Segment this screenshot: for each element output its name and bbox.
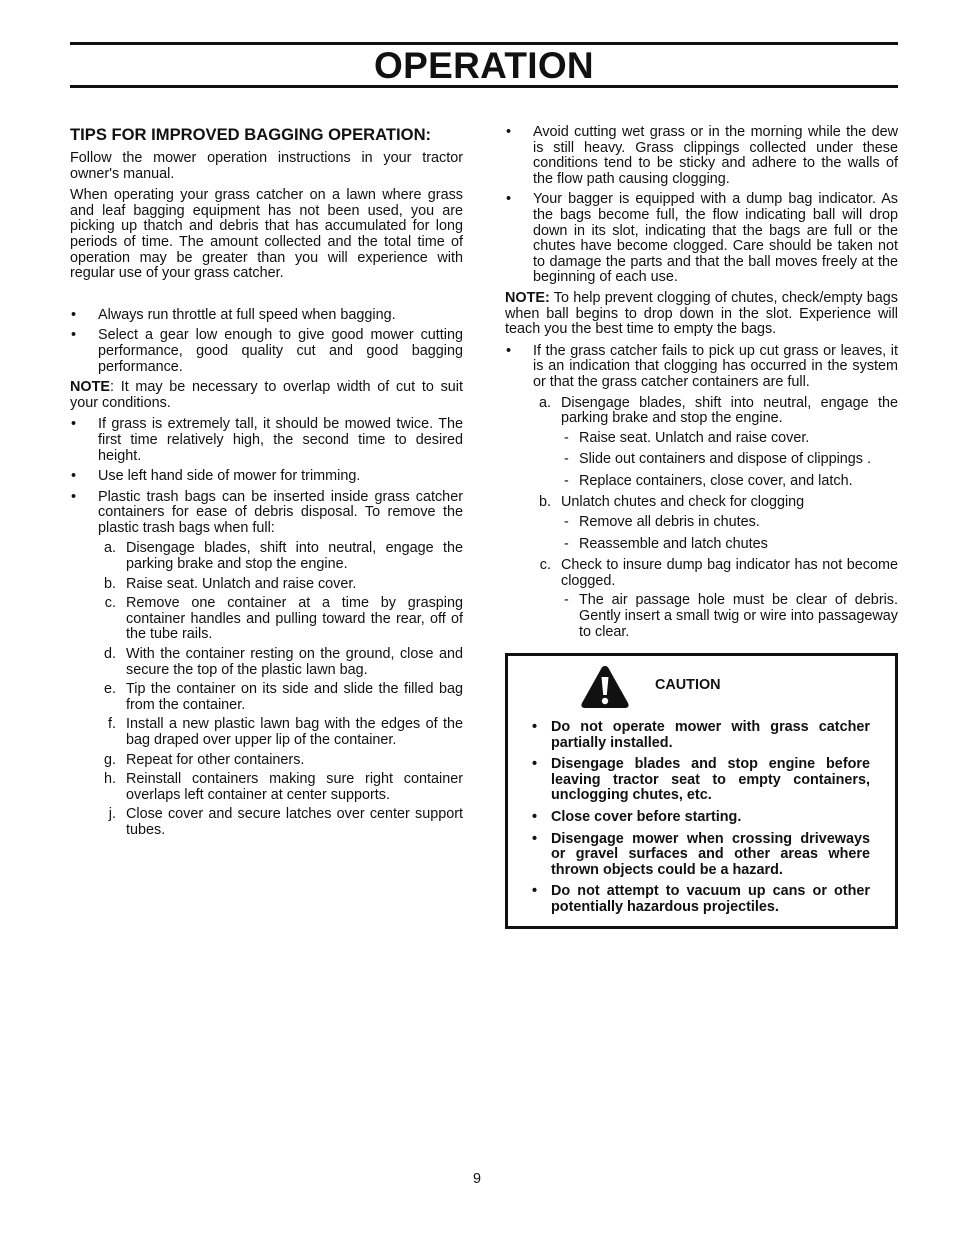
bullet-text: Avoid cutting wet grass or in the morning while the dew is still heavy. Grass clippings collected under these conditions tend to be sticky and adhere to the walls of the flow path causing clogging. (533, 124, 898, 187)
step-letter: b. (103, 575, 116, 592)
dash-text: Slide out containers and dispose of clippings . (579, 451, 871, 468)
bullet-mark: • (532, 830, 538, 847)
dash-text: Raise seat. Unlatch and raise cover. (579, 429, 810, 446)
step-item (98, 541, 463, 572)
caution-text: Disengage mower when crossing driveways or gravel surfaces and other areas where thrown objects could be a hazard. (551, 830, 870, 878)
bullet-item (70, 308, 463, 324)
bullet-text: Select a gear low enough to give good mower cutting performance, good quality cut and good bagging performance. (98, 327, 463, 375)
note-paragraph (505, 291, 898, 338)
note-paragraph (70, 380, 463, 411)
bullet-mark: • (71, 468, 77, 485)
note-text: To help prevent clogging of chutes, check/empty bags when ball begins to drop down in the slot. Experience will teach you the best time to empty the bags. (505, 289, 898, 338)
dash-mark: - (564, 592, 569, 609)
bullet-mark: • (532, 756, 538, 773)
step-item (98, 717, 463, 748)
note-label: NOTE: (505, 289, 550, 306)
dash-item (564, 593, 898, 640)
caution-box (505, 653, 898, 929)
paragraph-first-use: When operating your grass catcher on a lawn where grass and leaf bagging equipment has not been used, you are picking up thatch and debris that has accumulated for long periods of time. The amount collected and the total time of operation may be greater than you will experience with regular use of your grass catcher. (70, 187, 463, 282)
dash-text: Reassemble and latch chutes (579, 535, 768, 552)
step-text: With the container resting on the ground, close and secure the top of the plastic lawn bag. (126, 646, 463, 678)
step-item (98, 596, 463, 643)
step-letter: c. (539, 557, 551, 574)
step-letter: g. (103, 751, 116, 768)
bullet-mark: • (532, 808, 538, 825)
step-text: Check to insure dump bag indicator has not become clogged. (561, 557, 898, 589)
step-item (98, 647, 463, 678)
caution-text: Do not attempt to vacuum up cans or other potentially hazardous projectiles. (551, 883, 870, 915)
step-letter: j. (108, 806, 116, 823)
bullet-item (70, 328, 463, 375)
paragraph-owner-manual: Follow the mower operation instructions in your tractor owner's manual. (70, 150, 463, 182)
caution-text: Close cover before starting. (551, 808, 742, 825)
dash-text: Replace containers, close cover, and latch. (579, 472, 853, 489)
page-title: OPERATION (374, 45, 594, 86)
caution-item (532, 757, 870, 804)
bullet-text: Plastic trash bags can be inserted inside grass catcher containers for ease of debris disposal. To remove the plastic trash bags when full: (98, 488, 463, 536)
dash-item (564, 431, 898, 447)
caution-item (532, 884, 870, 915)
page-number: 9 (472, 1171, 481, 1187)
caution-item (532, 720, 870, 751)
bullet-mark: • (71, 416, 77, 433)
bullet-mark: • (506, 124, 512, 140)
bullet-item (505, 344, 898, 391)
step-item (98, 772, 463, 803)
step-text: Install a new plastic lawn bag with the edges of the bag draped over upper lip of the container. (126, 716, 463, 748)
left-column (70, 125, 463, 843)
bullet-item (70, 417, 463, 464)
caution-item (532, 832, 870, 879)
section-heading: TIPS FOR IMPROVED BAGGING OPERATION: (70, 125, 432, 144)
step-text: Tip the container on its side and slide the filled bag from the container. (126, 681, 463, 713)
step-item (533, 558, 898, 589)
page-header (70, 42, 898, 88)
bullet-item (70, 490, 463, 537)
bullet-mark: • (506, 342, 512, 359)
bullet-text: Your bagger is equipped with a dump bag indicator. As the bags become full, the flow indicating ball will drop down in its slot, indicating that the bags are full or the chutes have become clogged. Care should be taken not to damage the parts and that the ball moves freely at the beginning of each use. (533, 191, 898, 286)
dash-item (564, 515, 898, 531)
right-column (505, 125, 898, 646)
note-text: : It may be necessary to overlap width of cut to suit your conditions. (70, 379, 463, 411)
step-letter: d. (103, 646, 116, 663)
bullet-mark: • (532, 719, 538, 735)
note-label: NOTE (70, 379, 110, 396)
step-text: Remove one container at a time by grasping container handles and pulling toward the rear, off of the tube rails. (126, 595, 463, 643)
dash-mark: - (564, 429, 569, 446)
dash-text: Remove all debris in chutes. (579, 514, 760, 531)
step-letter: h. (103, 771, 116, 788)
step-text: Close cover and secure latches over center support tubes. (126, 806, 463, 838)
dash-mark: - (564, 514, 569, 531)
bullet-text: Always run throttle at full speed when bagging. (98, 306, 396, 323)
spacer (70, 288, 463, 308)
step-item (98, 682, 463, 713)
step-letter: f. (108, 716, 116, 733)
step-letter: e. (103, 681, 116, 698)
bullet-mark: • (71, 488, 77, 505)
step-text: Raise seat. Unlatch and raise cover. (126, 575, 357, 592)
step-letter: b. (538, 494, 551, 511)
caution-item (532, 810, 870, 826)
step-text: Disengage blades, shift into neutral, engage the parking brake and stop the engine. (126, 540, 463, 573)
step-item (533, 396, 898, 427)
step-text: Unlatch chutes and check for clogging (561, 494, 805, 511)
step-item (98, 577, 463, 593)
step-text: Disengage blades, shift into neutral, engage the parking brake and stop the engine. (561, 394, 898, 427)
bullet-item (505, 192, 898, 286)
caution-list (532, 720, 870, 922)
bullet-text: If the grass catcher fails to pick up cut grass or leaves, it is an indication that clogging has occurred in the system or that the grass catcher containers are full. (533, 342, 898, 390)
dash-item (564, 452, 898, 468)
caution-text: Do not operate mower with grass catcher partially installed. (551, 719, 870, 751)
step-letter: a. (538, 394, 551, 411)
warning-icon (580, 664, 630, 710)
step-text: Reinstall containers making sure right container overlaps left container at center supports. (126, 771, 463, 803)
caution-label: CAUTION (655, 677, 721, 693)
dash-text: The air passage hole must be clear of debris. Gently insert a small twig or wire into passageway to clear. (579, 592, 898, 640)
step-text: Repeat for other containers. (126, 751, 305, 768)
caution-text: Disengage blades and stop engine before leaving tractor seat to empty containers, unclogging chutes, etc. (551, 756, 870, 804)
bullet-mark: • (71, 306, 77, 323)
bullet-mark: • (506, 191, 512, 208)
bullet-mark: • (71, 327, 77, 344)
step-item (533, 495, 898, 511)
dash-item (564, 474, 898, 490)
step-letter: c. (104, 595, 116, 612)
dash-mark: - (564, 451, 569, 468)
step-item (98, 807, 463, 838)
step-letter: a. (103, 540, 116, 557)
dash-mark: - (564, 535, 569, 552)
dash-mark: - (564, 472, 569, 489)
step-item (98, 753, 463, 769)
bullet-item (505, 125, 898, 187)
bullet-text: If grass is extremely tall, it should be mowed twice. The first time relatively high, the second time to desired height. (98, 416, 463, 464)
bullet-item (70, 469, 463, 485)
bullet-mark: • (532, 883, 538, 900)
bullet-text: Use left hand side of mower for trimming. (98, 468, 361, 485)
dash-item (564, 537, 898, 553)
